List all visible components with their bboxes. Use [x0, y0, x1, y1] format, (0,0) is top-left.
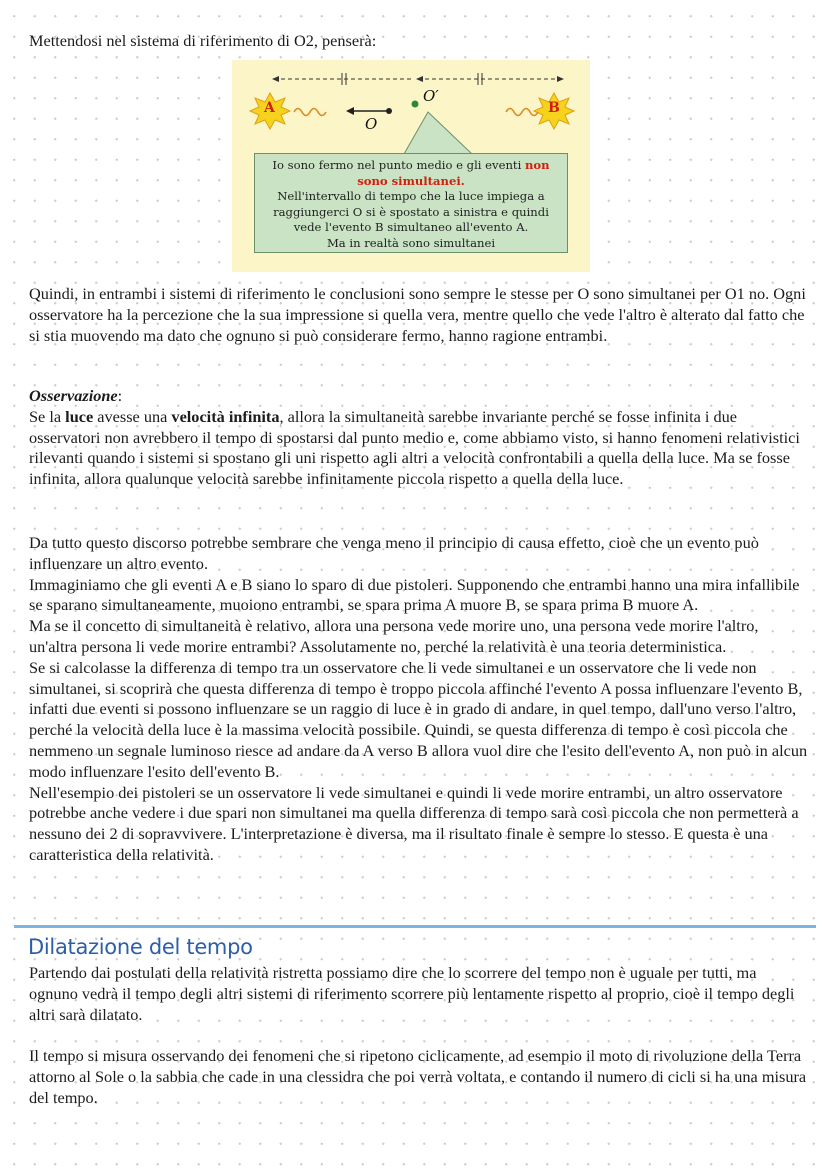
- causality-paragraph: Ma se il concetto di simultaneità è relativo, allora una persona vede morire uno, una persona vede morire l'altro, un'altra persona li vede morire entrambi? Assolutamente no, perché la relatività è una teoria deterministica.: [29, 616, 759, 656]
- callout-text-3: Ma in realtà sono simultanei: [326, 235, 496, 250]
- causality-paragraph: Immaginiamo che gli eventi A e B siano lo sparo di due pistoleri. Supponendo che entrambi hanno una mira infallibile se sparano simultaneamente, muoiono entrambi, se spara prima A muore B, se spara prima B muore A.: [29, 574, 800, 615]
- mid-arrowhead: [416, 76, 423, 82]
- star-b-label: B: [548, 100, 560, 116]
- observer-o-label: O: [365, 115, 378, 133]
- causality-paragraph: Nell'esempio dei pistoleri se un osservatore li vede simultanei e quindi li vede morire entrambi, un altro osservatore potrebbe anche vedere i due spari non simultanei ma quella differenza di tempo sarà così piccola che non permetterà a nessuno dei 2 di sopravvivere. L'interpretazione è diversa, ma il risultato finale è sempre lo stesso. E questa è una caratteristica della relatività.: [29, 782, 799, 864]
- section-title: Dilatazione del tempo: [28, 935, 253, 959]
- observer-o-prime-label: O′: [423, 87, 439, 105]
- intro-line: Mettendosi nel sistema di riferimento di O2, penserà:: [29, 31, 377, 50]
- wave-a: [294, 109, 326, 116]
- left-arrowhead: [272, 76, 279, 82]
- conclusion-paragraph: [29, 284, 809, 346]
- star-a-label: A: [264, 100, 275, 116]
- wave-b: [506, 109, 538, 116]
- observation-text: [29, 407, 809, 490]
- time-dilation-paragraph-2: [29, 1046, 809, 1108]
- causality-paragraph: Da tutto questo discorso potrebbe sembrare che venga meno il principio di causa effetto, cioè che un evento può influenzare un altro evento.: [29, 533, 759, 573]
- paragraph-text: Quindi, in entrambi i sistemi di riferimento le conclusioni sono sempre le stesse per O sono simultanei per O1 no. Ogni osservatore ha la percezione che la sua impressione si quella vera, mentre quello che vede l'altro è alterato dal fatto che si stia muovendo ma dato che ognuno si può considerare fermo, hanno ragione entrambi.: [29, 284, 806, 345]
- observation-title: Osservazione: [29, 386, 118, 405]
- observation-colon: :: [117, 386, 123, 405]
- paragraph-text: Partendo dai postulati della relatività ristretta possiamo dire che lo scorrere del tempo non è uguale per tutti, ma ognuno vedrà il tempo degli altri sistemi di riferimento scorrere più lentamente rispetto al proprio, cioè il tempo degli altri sarà dilatato.: [29, 963, 795, 1024]
- observation-text-1: Se la: [29, 406, 66, 426]
- callout-pointer: [404, 112, 472, 154]
- causality-paragraph: Se si calcolasse la differenza di tempo tra un osservatore che li vede simultanei e un osservatore che li vede non simultanei, si scoprirà che questa differenza di tempo è troppo piccola affinché l'evento A possa influenzare l'evento B, infatti due eventi si possono influenzare se un raggio di luce è in grado di andare, in quel tempo, dall'uno verso l'altro, perché la velocità della luce è la massima velocità possibile. Quindi, se questa differenza di tempo è così piccola che nemmeno un segnale luminoso riesce ad andare da A verso B allora vuol dire che l'esito dell'evento A, non può in alcun modo influenzare l'esito dell'evento B.: [29, 657, 808, 781]
- right-arrowhead: [557, 76, 564, 82]
- observer-callout: [254, 153, 568, 253]
- observation-bold-velocity: velocità infinita: [171, 406, 280, 426]
- time-dilation-paragraph-1: [29, 963, 809, 1025]
- observation-block: [29, 386, 809, 490]
- simultaneity-diagram: [232, 60, 590, 272]
- paragraph-text: Il tempo si misura osservando dei fenomeni che si ripetono ciclicamente, ad esempio il moto di rivoluzione della Terra attorno al Sole o la sabbia che cade in una clessidra che poi verrà voltata, e contando il numero di cicli si ha una misura del tempo.: [29, 1046, 807, 1107]
- observer-o-dot: [386, 108, 392, 114]
- observer-o-arrowhead: [346, 107, 354, 115]
- callout-highlight: non sono simultanei.: [357, 158, 550, 188]
- intro-text: [29, 31, 809, 52]
- callout-text-1: Io sono fermo nel punto medio e gli eventi: [272, 158, 525, 172]
- causality-block: [29, 533, 809, 866]
- observation-text-3: , allora la simultaneità sarebbe invariante perché se fosse infinita i due osservatori non avrebbero il tempo di spostarsi dal punto medio e, come abbiamo visto, si hanno fenomeni relativistici rilevanti quando i sistemi si spostano gli uni rispetto agli altri a velocità confrontabili a quella della luce. Ma se fosse infinita, allora qualunque velocità sarebbe infinitamente piccola rispetto a quella della luce.: [29, 406, 800, 489]
- observer-o-prime-dot: [412, 101, 419, 108]
- observation-heading: [29, 386, 809, 407]
- observation-bold-luce: luce: [65, 406, 94, 426]
- observation-text-2: avesse una: [93, 406, 172, 426]
- section-divider: [14, 925, 816, 928]
- callout-text-2: Nell'intervallo di tempo che la luce impiega a raggiungerci O si è spostato a sinistra e quindi vede l'evento B simultaneo all'evento A.: [273, 189, 549, 235]
